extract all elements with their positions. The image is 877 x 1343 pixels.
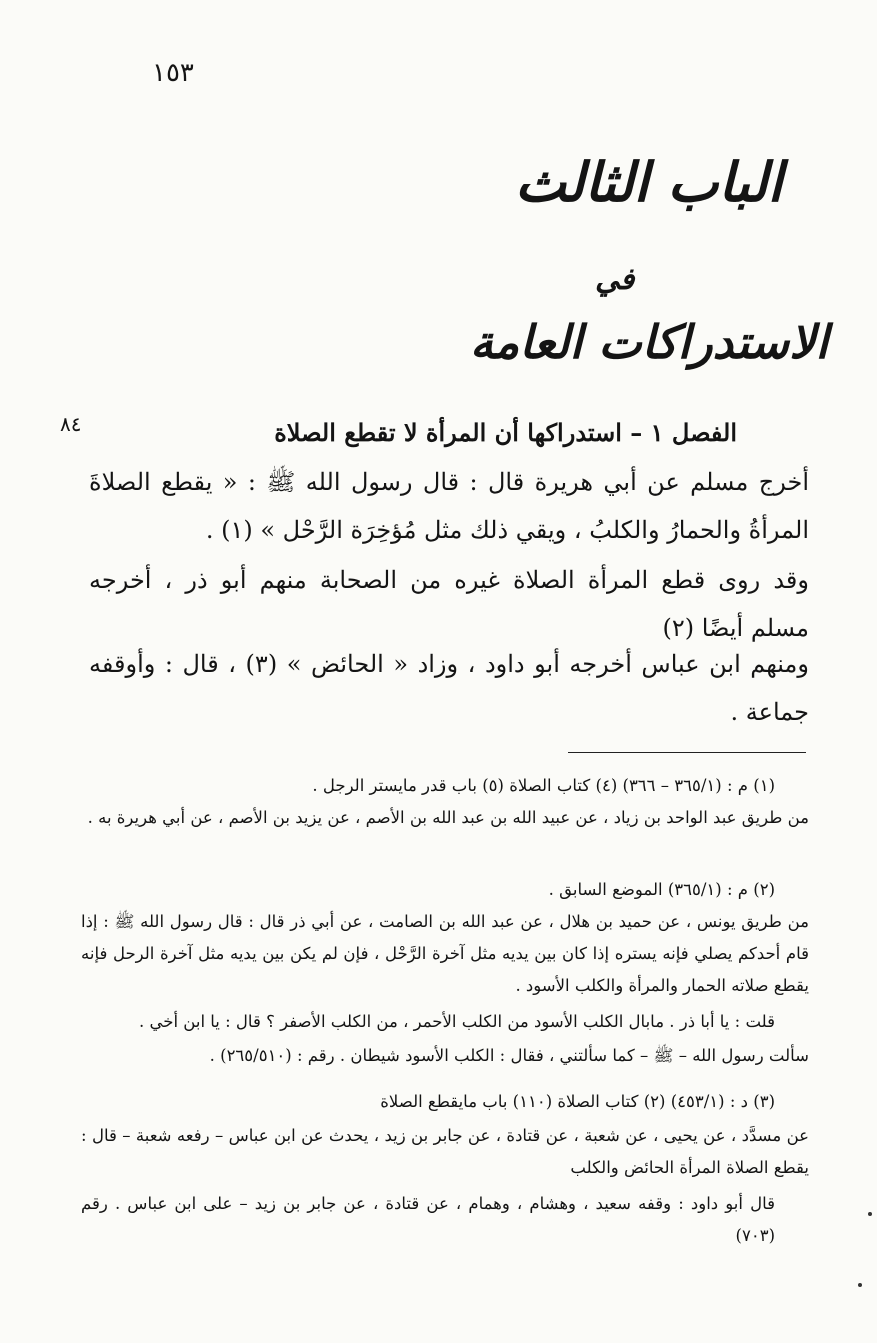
footnote-line: قال أبو داود : وقفه سعيد ، وهشام ، وهمام ، عن قتادة ، عن جابر بن زيد – على ابن عباس . رقم (٧٠٣) [81,1194,775,1245]
footnote-divider [568,752,806,753]
chapter-title: الباب الثالث [515,150,783,214]
body-paragraph: ومنهم ابن عباس أخرجه أبو داود ، وزاد « الحائض » (٣) ، قال : وأوقفه جماعة . [89,650,809,726]
footnote-line: سألت رسول الله – ﷺ – كما سألتني ، فقال : الكلب الأسود شيطان . رقم : (٢٦٥/٥١٠) . [209,1046,809,1065]
footnote-line: من طريق يونس ، عن حميد بن هلال ، عن عبد الله بن الصامت ، عن أبي ذر قال : قال رسول الله ﷺ : إذا قام أحدكم يصلي فإنه يستره إذا كان بين يديه مثل آخرة الرَّحْل ، فإن لم يكن بين يديه مثل آخرة الرحل فإنه يقطع صلاته الحمار والمرأة والكلب الأسود . [81,912,809,995]
chapter-title-fi: في [595,262,635,297]
section-heading: الفصل ١ – استدراكها أن المرأة لا تقطع الصلاة [274,418,737,447]
footnote-line: (٢) م : (٣٦٥/١) الموضع السابق . [548,880,775,899]
footnote-line: (٣) د : (٤٥٣/١) (٢) كتاب الصلاة (١١٠) باب مايقطع الصلاة [380,1092,775,1111]
body-paragraph: وقد روى قطع المرأة الصلاة غيره من الصحابة منهم أبو ذر ، أخرجه مسلم أيضًا (٢) [89,566,809,642]
scan-speck [858,1283,862,1287]
footnote-line: من طريق عبد الواحد بن زياد ، عن عبيد الله بن عبد الله بن الأصم ، عن يزيد بن الأصم ، عن أبي هريرة به . [87,808,809,827]
margin-number: ٨٤ [60,412,82,436]
footnote-line: عن مسدَّد ، عن يحيى ، عن شعبة ، عن قتادة ، عن جابر بن زيد ، يحدث عن ابن عباس – رفعه شعبة – قال : يقطع الصلاة المرأة الحائض والكلب [81,1126,809,1177]
page-number: ١٥٣ [152,58,194,88]
footnote-line: قلت : يا أبا ذر . مابال الكلب الأسود من الكلب الأحمر ، من الكلب الأصفر ؟ قال : يا ابن أخي . [139,1012,775,1031]
footnote-line: (١) م : (٣٦٥/١ – ٣٦٦) (٤) كتاب الصلاة (٥) باب قدر مايستر الرجل . [312,776,775,795]
chapter-subtitle: الاستدراكات العامة [470,315,829,369]
body-paragraph: أخرج مسلم عن أبي هريرة قال : قال رسول الله ﷺ : « يقطع الصلاةَ المرأةُ والحمارُ والكلبُ ، ويقي ذلك مثل مُؤخِرَة الرَّحْل » (١) . [89,468,809,544]
scan-speck [868,1212,872,1216]
